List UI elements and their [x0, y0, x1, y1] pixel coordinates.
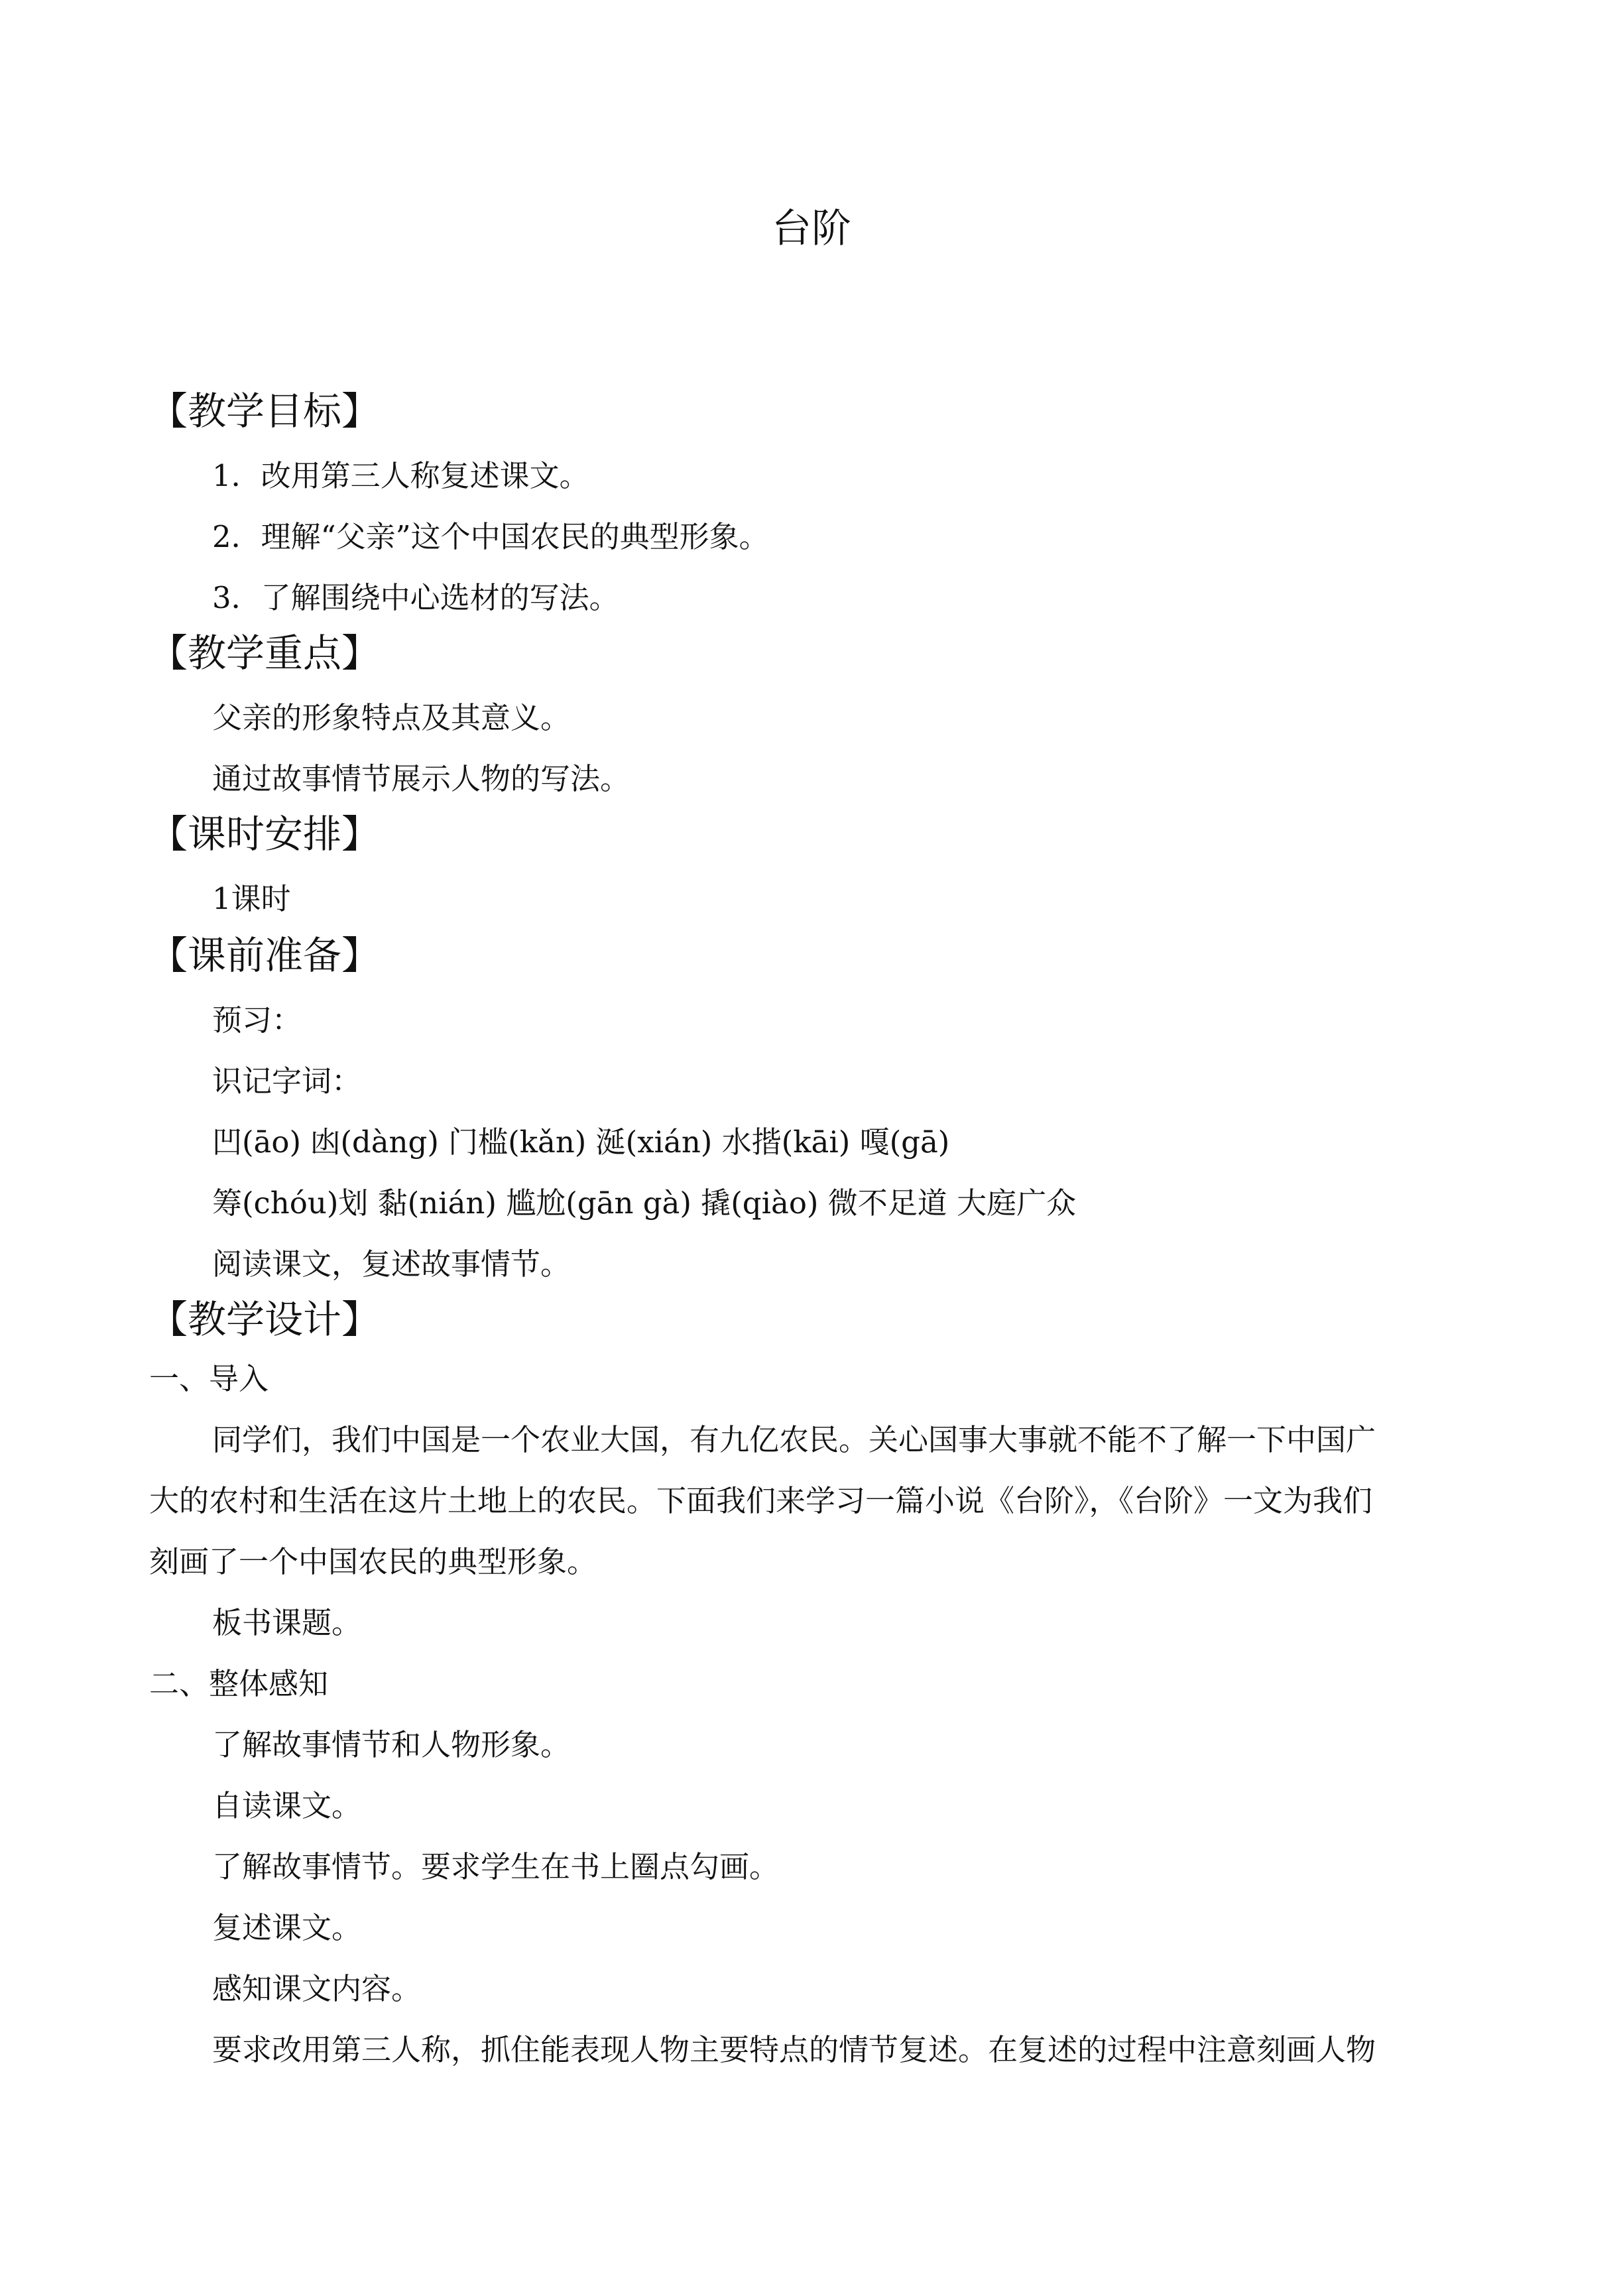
preparation-item: 预习： — [212, 1002, 302, 1038]
document-title: 台阶 — [772, 206, 851, 252]
objective-item: 3．了解围绕中心选材的写法。 — [212, 580, 619, 615]
schedule-text: 1课时 — [212, 881, 291, 916]
section-heading-objectives: 【教学目标】 — [149, 389, 381, 434]
vocabulary-line: 凹(āo) 凼(dàng) 门槛(kǎn) 涎(xián) 水揩(kāi) 嘎(gā) — [212, 1124, 950, 1160]
section-heading-preparation: 【课前准备】 — [149, 933, 381, 978]
section-heading-key-points: 【教学重点】 — [149, 631, 381, 676]
objective-item: 1．改用第三人称复述课文。 — [212, 458, 589, 493]
paragraph-line: 同学们，我们中国是一个农业大国，有九亿农民。关心国事大事就不能不了解一下中国广 — [212, 1422, 1376, 1457]
preparation-item: 识记字词： — [212, 1063, 362, 1099]
paragraph-line: 刻画了一个中国农民的典型形象。 — [149, 1544, 597, 1579]
paragraph-line: 大的农村和生活在这片土地上的农民。下面我们来学习一篇小说《台阶》，《台阶》一文为我们 — [149, 1483, 1373, 1518]
key-point-item: 父亲的形象特点及其意义。 — [212, 700, 571, 735]
section-heading-schedule: 【课时安排】 — [149, 812, 381, 857]
paragraph-note: 板书课题。 — [212, 1605, 362, 1640]
key-point-item: 通过故事情节展示人物的写法。 — [212, 761, 631, 796]
design-item: 要求改用第三人称，抓住能表现人物主要特点的情节复述。在复述的过程中注意刻画人物 — [212, 2032, 1376, 2067]
design-item: 感知课文内容。 — [212, 1971, 422, 2006]
design-item: 复述课文。 — [212, 1910, 362, 1945]
vocabulary-line: 筹(chóu)划 黏(nián) 尴尬(gān gà) 撬(qiào) 微不足道 大庭广众 — [212, 1185, 1077, 1221]
preparation-item: 阅读课文，复述故事情节。 — [212, 1246, 571, 1282]
objective-item: 2．理解“父亲”这个中国农民的典型形象。 — [212, 519, 769, 554]
design-part-title: 二、整体感知 — [149, 1666, 329, 1701]
design-item: 自读课文。 — [212, 1788, 362, 1823]
section-heading-design: 【教学设计】 — [149, 1297, 381, 1342]
design-part-title: 一、导入 — [149, 1361, 269, 1396]
design-item: 了解故事情节。要求学生在书上圈点勾画。 — [212, 1849, 780, 1884]
design-item: 了解故事情节和人物形象。 — [212, 1727, 571, 1762]
